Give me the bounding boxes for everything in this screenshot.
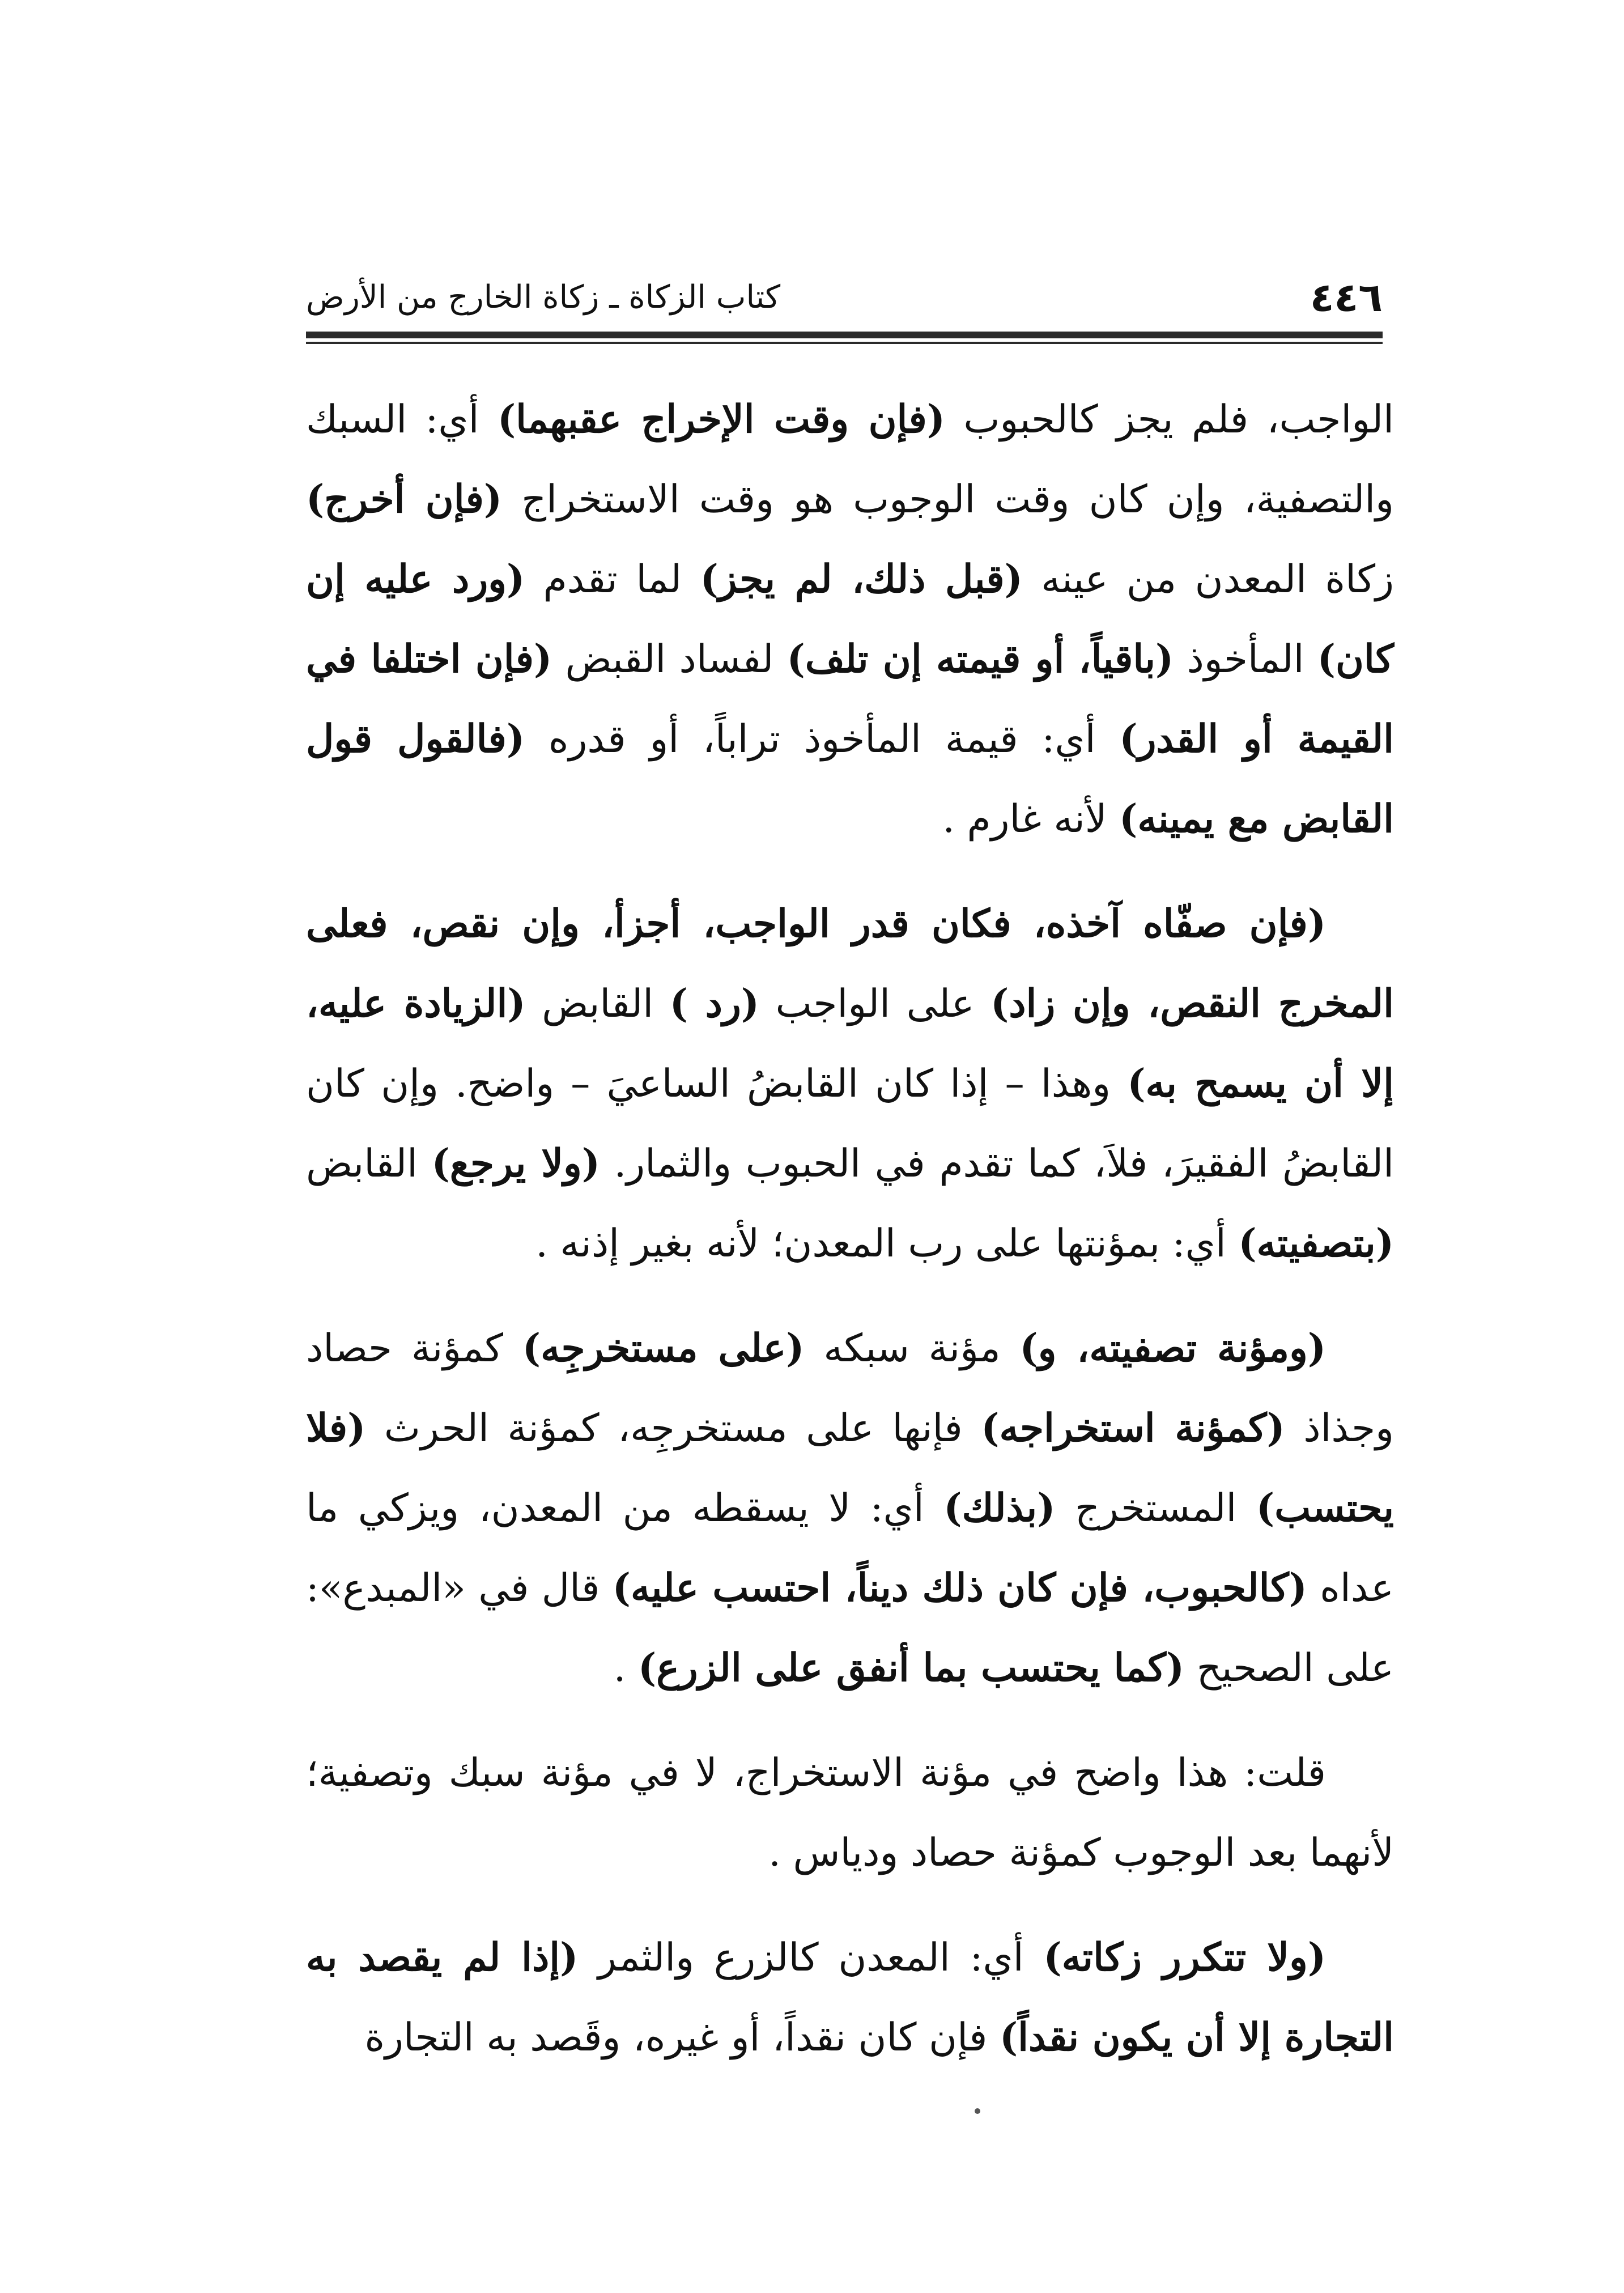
matn-text: (ومؤنة تصفيته، و): [1019, 1326, 1327, 1371]
matn-text: (ولا يرجع): [431, 1141, 600, 1186]
matn-text: (فالقول قول القابض مع يمينه): [306, 716, 1394, 842]
matn-text: (بتصفيته): [1238, 1221, 1394, 1266]
sharh-text: القابض: [306, 1141, 432, 1186]
paragraph: [306, 1918, 1394, 2078]
matn-text: (على مستخرجِه): [522, 1326, 805, 1371]
page-header: [306, 266, 1383, 329]
sharh-text: مؤنة سبكه: [804, 1326, 1020, 1371]
matn-text: (قبل ذلك، لم يجز): [700, 557, 1023, 602]
sharh-text: وهذا – إذا كان القابضُ الساعيَ – واضح. وإن كان القابضُ الفقيرَ، فلاَ، كما تقدم في الحبوب والثمار.: [306, 1061, 1394, 1186]
sharh-text: كمؤنة حصاد وجذاذ: [306, 1326, 1394, 1451]
header-rule-thin: [306, 342, 1383, 344]
sharh-text: أي: بمؤنتها على رب المعدن؛ لأنه بغير إذنه .: [535, 1221, 1239, 1266]
sharh-text: فإنها على مستخرجِه، كمؤنة الحرث: [365, 1406, 981, 1451]
matn-text: (فإن وقت الإخراج عقبهما): [497, 397, 945, 442]
sharh-text: القابض: [525, 982, 670, 1026]
matn-text: (ولا تتكرر زكاته): [1043, 1935, 1326, 1980]
sharh-text: أي: السبك والتصفية، وإن كان وقت الوجوب هو وقت الاستخراج: [306, 397, 1394, 522]
paragraph: [306, 380, 1394, 859]
sharh-text: لما تقدم: [525, 557, 700, 602]
sharh-text: قلت: هذا واضح في مؤنة الاستخراج، لا في مؤنة سبك وتصفية؛ لأنهما بعد الوجوب كمؤنة حصاد ودياس .: [306, 1751, 1394, 1875]
sharh-text: المأخوذ: [1174, 637, 1317, 682]
paragraph: [306, 1309, 1394, 1708]
header-rule-thick: [306, 332, 1383, 338]
paragraph: [306, 884, 1394, 1284]
matn-text: (كما يحتسب بما أنفق على الزرع): [638, 1645, 1185, 1691]
sharh-text: أي: قيمة المأخوذ تراباً، أو قدره: [525, 717, 1120, 762]
paragraph: [306, 1733, 1394, 1893]
sharh-text: المستخرج: [1055, 1486, 1257, 1531]
matn-text: (إذا لم يقصد به التجارة إلا أن يكون نقداً): [306, 1935, 1394, 2060]
matn-text: (ورد عليه إن كان): [306, 557, 1394, 682]
matn-text: (رد ): [669, 981, 759, 1026]
matn-text: (فإن أخرج): [306, 477, 503, 522]
page-number: ٤٤٦: [1310, 274, 1383, 321]
matn-text: (باقياً، أو قيمته إن تلف): [787, 636, 1174, 682]
sharh-text: قال في «المبدع»: على الصحيح: [306, 1566, 1394, 1691]
sharh-text: زكاة المعدن من عينه: [1022, 557, 1394, 602]
sharh-text: الواجب، فلم يجز كالحبوب: [945, 397, 1394, 442]
matn-text: (فلا يحتسب): [306, 1405, 1394, 1531]
matn-text: (فإن صفّاه آخذه، فكان قدر الواجب، أجزأ، وإن نقص، فعلى المخرج النقص، وإن زاد): [306, 901, 1394, 1026]
matn-text: (الزيادة عليه، إلا أن يسمح به): [306, 981, 1394, 1106]
sharh-text: لأنه غارم .: [942, 797, 1120, 842]
matn-text: (كمؤنة استخراجه): [981, 1405, 1285, 1451]
sharh-text: لفساد القبض: [552, 637, 787, 682]
sharh-text: .: [613, 1646, 639, 1691]
sharh-text: أي: لا يسقطه من المعدن، ويزكي ما عداه: [306, 1486, 1395, 1611]
sharh-text: فإن كان نقداً، أو غيره، وقَصد به التجارة: [364, 2015, 1000, 2060]
sharh-text: على الواجب: [759, 982, 991, 1026]
matn-text: (بذلك): [943, 1485, 1056, 1531]
body-text: [306, 380, 1394, 2103]
matn-text: (فإن اختلفا في القيمة أو القدر): [306, 636, 1395, 762]
matn-text: (كالحبوب، فإن كان ذلك ديناً، احتسب عليه): [612, 1565, 1307, 1611]
sharh-text: أي: المعدن كالزرع والثمر: [578, 1935, 1044, 1980]
running-title: كتاب الزكاة ـ زكاة الخارج من الأرض: [306, 279, 781, 316]
footer-mark: [975, 2108, 980, 2114]
